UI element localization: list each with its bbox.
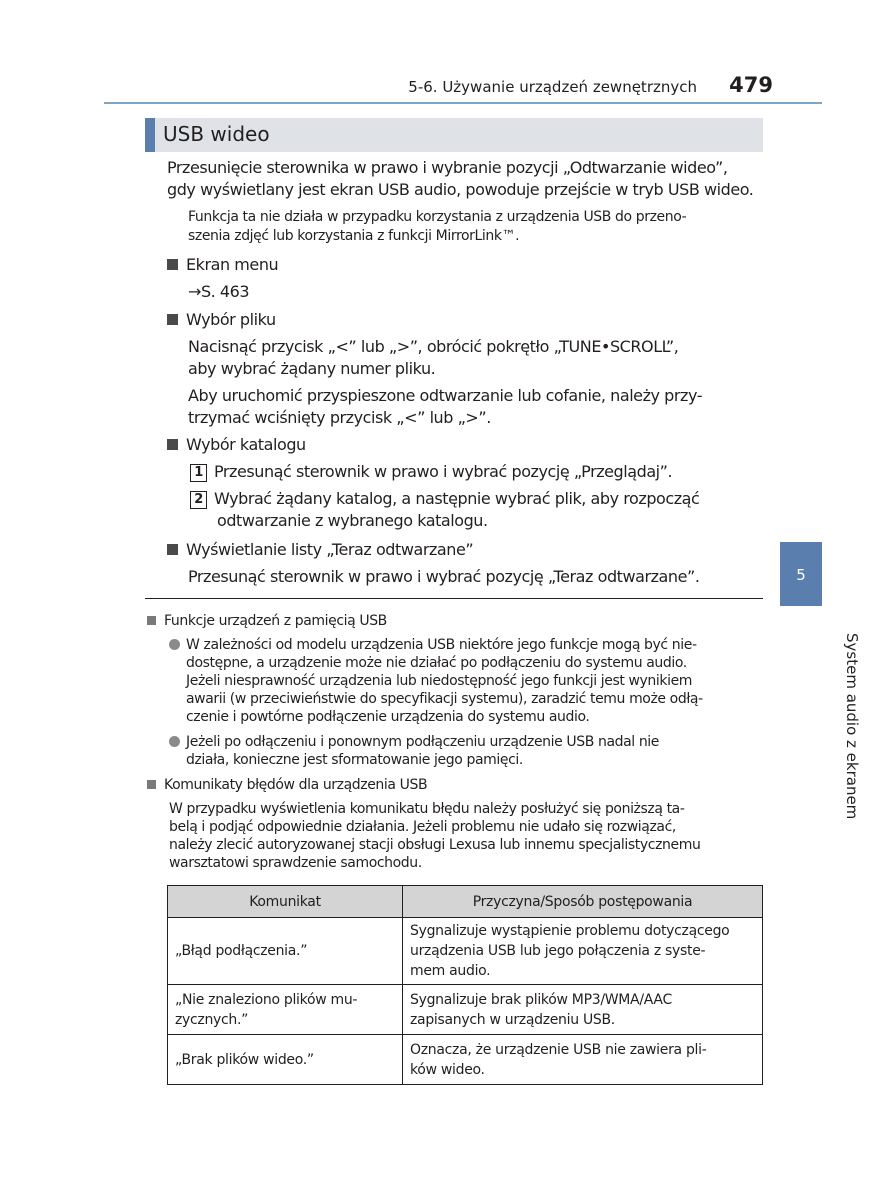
square-bullet-icon <box>167 259 178 270</box>
table-header-przyczyna: Przyczyna/Sposób postępowania <box>403 886 763 918</box>
error-messages-table <box>167 885 763 1085</box>
chapter-side-label: System audio z ekranem <box>843 633 861 820</box>
intro-note <box>188 208 686 246</box>
square-bullet-icon <box>147 616 156 625</box>
step-1: 1 Przesunąć sterownik w prawo i wybrać pozycję „Przeglądaj”. <box>190 461 672 483</box>
ekran-menu-ref: →S. 463 <box>188 282 250 301</box>
section-title: USB wideo <box>163 122 270 146</box>
square-bullet-icon <box>147 780 156 789</box>
step-number-badge: 1 <box>190 464 207 482</box>
section-divider <box>145 598 763 599</box>
chapter-number: 5 <box>796 566 806 584</box>
header-section-title: 5-6. Używanie urządzeń zewnętrznych <box>408 78 697 96</box>
circle-bullet-icon <box>169 639 180 650</box>
section-heading-bar <box>145 118 763 152</box>
note-line: szenia zdjęć lub korzystania z funkcji MirrorLink™. <box>188 228 520 244</box>
table-row <box>168 985 763 1035</box>
section-accent <box>145 118 155 152</box>
step-number-badge: 2 <box>190 491 207 509</box>
square-bullet-icon <box>167 439 178 450</box>
intro-line: Przesunięcie sterownika w prawo i wybranie pozycji „Odtwarzanie wideo”, <box>167 158 728 177</box>
page-number: 479 <box>729 73 773 97</box>
table-header-komunikat: Komunikat <box>168 886 403 918</box>
step-2: 2 Wybrać żądany katalog, a następnie wybrać plik, aby rozpocząć odtwarzanie z wybranego katalogu. <box>190 488 699 532</box>
wybor-pliku-p1: Nacisnąć przycisk „<” lub „>”, obrócić pokrętło „TUNE•SCROLL”, aby wybrać żądany numer pliku. <box>188 337 679 378</box>
ekran-menu-heading: Ekran menu <box>167 254 278 276</box>
teraz-odtwarzane-text: Przesunąć sterownik w prawo i wybrać pozycję „Teraz odtwarzane”. <box>188 567 700 586</box>
funkcje-bullet-2: Jeżeli po odłączeniu i ponownym podłączeniu urządzenie USB nadal nie działa, konieczne jest sformatowanie jego pamięci. <box>169 733 659 769</box>
note-line: Funkcja ta nie działa w przypadku korzystania z urządzenia USB do przeno- <box>188 209 687 225</box>
wybor-pliku-p2: Aby uruchomić przyspieszone odtwarzanie lub cofanie, należy przy- trzymać wciśnięty przycisk „<” lub „>”. <box>188 386 703 427</box>
funkcje-bullet-1: W zależności od modelu urządzenia USB niektóre jego funkcje mogą być nie- dostępne, a urządzenie może nie działać po podłączeniu do systemu audio. Jeżeli niesprawność urządzenia lub niedostępność jego funkcji jest wynikiem awarii (w przeciwieństwie do specyfikacji systemu), zaradzić temu może odłą- czenie i powtórne podłączenie urządzenia do systemu audio. <box>169 636 703 726</box>
table-row <box>168 1035 763 1085</box>
table-cell: Oznacza, że urządzenie USB nie zawiera pli- ków wideo. <box>403 1035 763 1085</box>
funkcje-heading: Funkcje urządzeń z pamięcią USB <box>147 612 387 630</box>
wybor-katalogu-heading: Wybór katalogu <box>167 434 306 456</box>
teraz-odtwarzane-heading: Wyświetlanie listy „Teraz odtwarzane” <box>167 539 473 561</box>
chapter-tab <box>780 542 822 606</box>
komunikaty-paragraph: W przypadku wyświetlenia komunikatu błędu należy posłużyć się poniższą ta- belą i podjąć odpowiednie działania. Jeżeli problemu nie udało się rozwiązać, należy zlecić autoryzowanej stacji obsługi Lexusa lub innemu specjalistycznemu warsztatowi sprawdzenie samochodu. <box>169 801 701 871</box>
komunikaty-heading: Komunikaty błędów dla urządzenia USB <box>147 776 427 794</box>
table-row <box>168 918 763 985</box>
square-bullet-icon <box>167 544 178 555</box>
table-header-row <box>168 886 763 918</box>
table-cell: „Nie znaleziono plików mu- zycznych.” <box>168 985 403 1035</box>
square-bullet-icon <box>167 314 178 325</box>
header-rule <box>104 102 822 104</box>
table-cell: Sygnalizuje wystąpienie problemu dotyczącego urządzenia USB lub jego połączenia z syste- mem audio. <box>403 918 763 985</box>
table-cell: „Błąd podłączenia.” <box>168 918 403 985</box>
table-cell: „Brak plików wideo.” <box>168 1035 403 1085</box>
circle-bullet-icon <box>169 736 180 747</box>
intro-paragraph <box>167 157 753 201</box>
table-cell: Sygnalizuje brak plików MP3/WMA/AAC zapisanych w urządzeniu USB. <box>403 985 763 1035</box>
intro-line: gdy wyświetlany jest ekran USB audio, powoduje przejście w tryb USB wideo. <box>167 180 754 199</box>
wybor-pliku-heading: Wybór pliku <box>167 309 276 331</box>
